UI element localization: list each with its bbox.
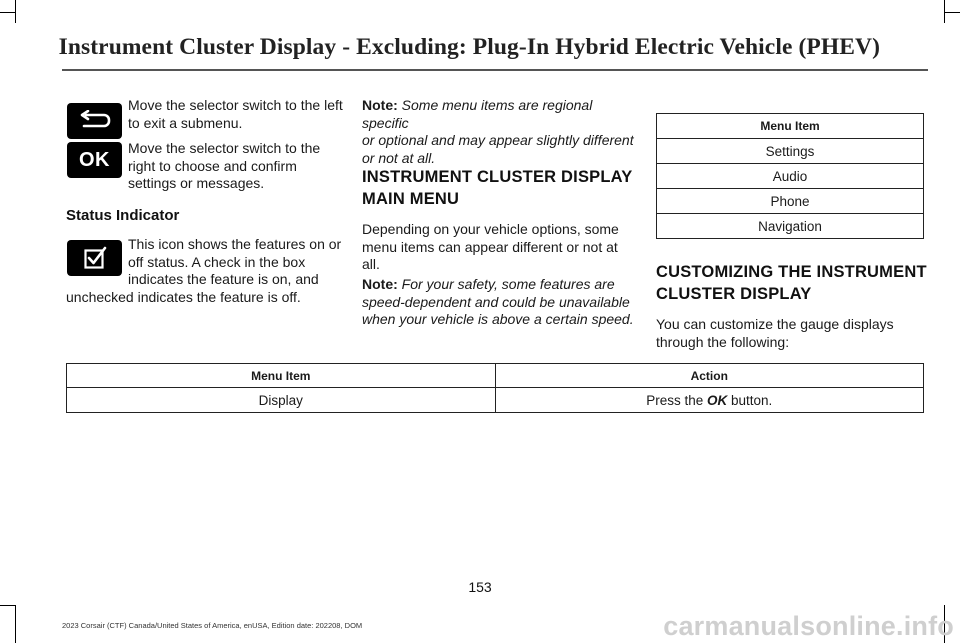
- table-cell-action: Press the OK button.: [495, 388, 924, 413]
- return-arrow-icon: [67, 103, 122, 139]
- main-menu-body: Depending on your vehicle options, some menu items can appear different or not at all.: [362, 221, 619, 272]
- title-divider: [62, 69, 928, 71]
- status-indicator-heading: Status Indicator: [66, 207, 180, 224]
- table-row: [67, 388, 924, 413]
- watermark: carmanualsonline.info: [663, 611, 954, 641]
- safety-note: Note: For your safety, some features are speed-dependent and could be unavailable when your vehicle is above a certain speed.: [362, 276, 634, 327]
- page-title: Instrument Cluster Display - Excluding: Plug-In Hybrid Electric Vehicle (PHEV): [58, 34, 880, 60]
- table-header-action: Action: [495, 364, 924, 388]
- table-cell: Phone: [657, 189, 924, 214]
- main-menu-table: [656, 113, 924, 239]
- table-header: Menu Item: [657, 114, 924, 139]
- crop-mark-bottom-left-v: [15, 605, 16, 643]
- table-header-menu-item: Menu Item: [67, 364, 496, 388]
- ok-icon: OK: [67, 142, 122, 178]
- customizing-heading: CUSTOMIZING THE INSTRUMENT CLUSTER DISPLAY: [656, 263, 927, 303]
- crop-mark-top-right-h: [945, 12, 960, 13]
- confirm-settings-text: Move the selector switch to the right to choose and confirm settings or messages.: [128, 140, 321, 191]
- table-cell-item: Display: [67, 388, 496, 413]
- regional-note: Note: Some menu items are regional specific or optional and may appear slightly different or not at all.: [362, 97, 634, 166]
- customize-action-table: [66, 363, 924, 413]
- main-menu-heading: INSTRUMENT CLUSTER DISPLAY MAIN MENU: [362, 168, 633, 208]
- table-cell: Navigation: [657, 214, 924, 239]
- crop-mark-top-left-v: [15, 0, 16, 23]
- customizing-body: You can customize the gauge displays through the following:: [656, 316, 894, 350]
- crop-mark-top-left-h: [0, 12, 15, 13]
- table-row: [657, 164, 924, 189]
- table-row: [657, 214, 924, 239]
- table-row: [657, 189, 924, 214]
- page-number: 153: [468, 579, 492, 595]
- table-cell: Audio: [657, 164, 924, 189]
- table-cell: Settings: [657, 139, 924, 164]
- status-indicator-text: This icon shows the features on or off status. A check in the box indicates the feature is on, and unchecked indicates the feature is off.: [66, 236, 342, 305]
- table-row: [657, 139, 924, 164]
- crop-mark-bottom-left-h: [0, 605, 15, 606]
- exit-submenu-text: Move the selector switch to the left to exit a submenu.: [128, 97, 343, 131]
- edition-footer: 2023 Corsair (CTF) Canada/United States of America, enUSA, Edition date: 202208, DOM: [62, 621, 363, 630]
